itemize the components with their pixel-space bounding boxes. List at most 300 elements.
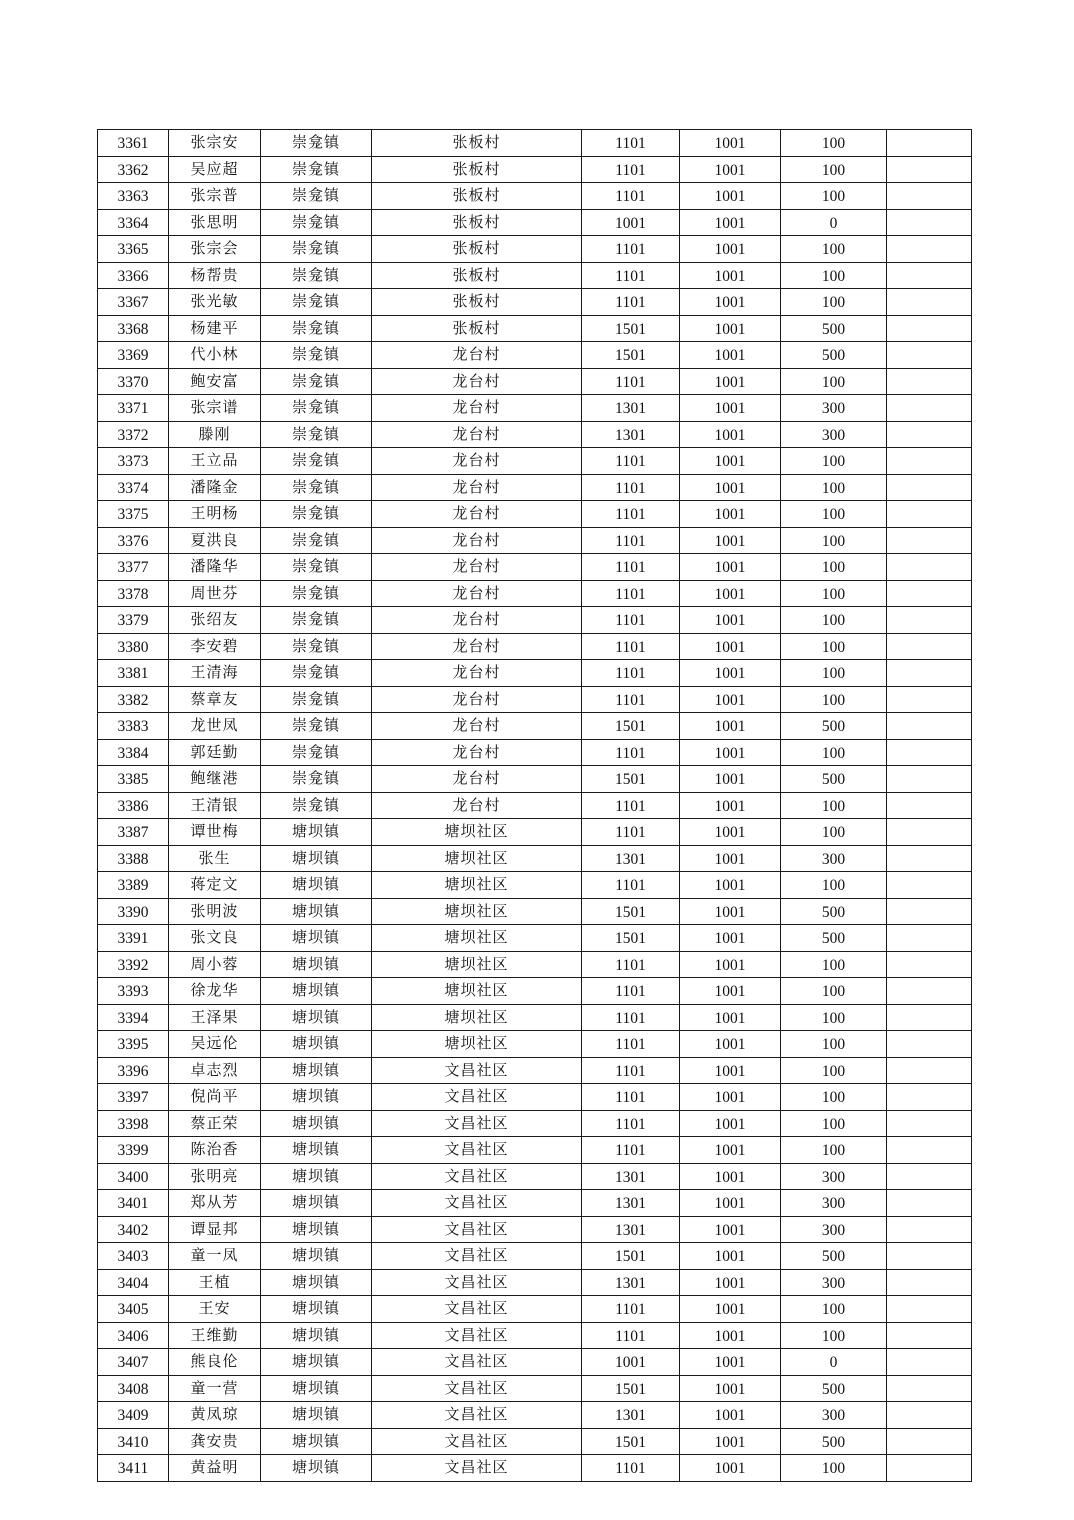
table-row: [98, 951, 972, 978]
amount-cell: 100: [781, 660, 887, 687]
table-row: [98, 501, 972, 528]
table-row: [98, 1137, 972, 1164]
village-cell: 文昌社区: [372, 1322, 582, 1349]
town-cell: 塘坝镇: [261, 1402, 372, 1429]
remark-cell: [887, 236, 972, 263]
village-cell: 文昌社区: [372, 1269, 582, 1296]
table-row: [98, 474, 972, 501]
village-cell: 文昌社区: [372, 1110, 582, 1137]
amount-cell: 300: [781, 421, 887, 448]
code-b-cell: 1001: [680, 660, 781, 687]
remark-cell: [887, 289, 972, 316]
row-number-cell: 3364: [98, 209, 169, 236]
amount-cell: 300: [781, 1163, 887, 1190]
code-a-cell: 1501: [582, 925, 680, 952]
name-cell: 王清海: [169, 660, 261, 687]
name-cell: 张宗谱: [169, 395, 261, 422]
code-b-cell: 1001: [680, 1375, 781, 1402]
remark-cell: [887, 1031, 972, 1058]
town-cell: 塘坝镇: [261, 1057, 372, 1084]
name-cell: 谭世梅: [169, 819, 261, 846]
name-cell: 张文良: [169, 925, 261, 952]
code-b-cell: 1001: [680, 315, 781, 342]
table-row: [98, 1031, 972, 1058]
village-cell: 张板村: [372, 130, 582, 157]
town-cell: 崇龛镇: [261, 368, 372, 395]
name-cell: 郭廷勤: [169, 739, 261, 766]
code-a-cell: 1101: [582, 1110, 680, 1137]
code-b-cell: 1001: [680, 342, 781, 369]
name-cell: 张绍友: [169, 607, 261, 634]
name-cell: 张光敏: [169, 289, 261, 316]
town-cell: 塘坝镇: [261, 1455, 372, 1482]
table-row: [98, 845, 972, 872]
amount-cell: 100: [781, 130, 887, 157]
name-cell: 童一营: [169, 1375, 261, 1402]
code-a-cell: 1101: [582, 819, 680, 846]
code-b-cell: 1001: [680, 1004, 781, 1031]
row-number-cell: 3396: [98, 1057, 169, 1084]
town-cell: 塘坝镇: [261, 819, 372, 846]
code-b-cell: 1001: [680, 368, 781, 395]
remark-cell: [887, 1163, 972, 1190]
row-number-cell: 3386: [98, 792, 169, 819]
remark-cell: [887, 633, 972, 660]
table-row: [98, 1190, 972, 1217]
code-b-cell: 1001: [680, 792, 781, 819]
town-cell: 崇龛镇: [261, 209, 372, 236]
code-a-cell: 1501: [582, 1243, 680, 1270]
town-cell: 崇龛镇: [261, 766, 372, 793]
table-row: [98, 766, 972, 793]
code-b-cell: 1001: [680, 633, 781, 660]
village-cell: 龙台村: [372, 527, 582, 554]
amount-cell: 500: [781, 898, 887, 925]
name-cell: 张宗安: [169, 130, 261, 157]
town-cell: 崇龛镇: [261, 421, 372, 448]
town-cell: 崇龛镇: [261, 289, 372, 316]
code-b-cell: 1001: [680, 183, 781, 210]
remark-cell: [887, 554, 972, 581]
town-cell: 塘坝镇: [261, 898, 372, 925]
town-cell: 崇龛镇: [261, 130, 372, 157]
remark-cell: [887, 1428, 972, 1455]
village-cell: 塘坝社区: [372, 1004, 582, 1031]
code-a-cell: 1101: [582, 183, 680, 210]
amount-cell: 100: [781, 1455, 887, 1482]
village-cell: 文昌社区: [372, 1216, 582, 1243]
code-b-cell: 1001: [680, 1110, 781, 1137]
amount-cell: 100: [781, 951, 887, 978]
row-number-cell: 3387: [98, 819, 169, 846]
table-row: [98, 739, 972, 766]
remark-cell: [887, 925, 972, 952]
town-cell: 崇龛镇: [261, 527, 372, 554]
code-b-cell: 1001: [680, 1084, 781, 1111]
village-cell: 塘坝社区: [372, 898, 582, 925]
name-cell: 杨建平: [169, 315, 261, 342]
row-number-cell: 3392: [98, 951, 169, 978]
code-b-cell: 1001: [680, 898, 781, 925]
amount-cell: 100: [781, 262, 887, 289]
table-row: [98, 1243, 972, 1270]
name-cell: 倪尚平: [169, 1084, 261, 1111]
code-a-cell: 1501: [582, 713, 680, 740]
row-number-cell: 3406: [98, 1322, 169, 1349]
town-cell: 塘坝镇: [261, 1216, 372, 1243]
code-a-cell: 1101: [582, 474, 680, 501]
table-row: [98, 978, 972, 1005]
town-cell: 崇龛镇: [261, 660, 372, 687]
code-b-cell: 1001: [680, 395, 781, 422]
table-row: [98, 1216, 972, 1243]
table-row: [98, 1296, 972, 1323]
village-cell: 文昌社区: [372, 1057, 582, 1084]
remark-cell: [887, 1057, 972, 1084]
table-row: [98, 713, 972, 740]
name-cell: 滕刚: [169, 421, 261, 448]
remark-cell: [887, 1375, 972, 1402]
code-a-cell: 1101: [582, 236, 680, 263]
row-number-cell: 3400: [98, 1163, 169, 1190]
village-cell: 龙台村: [372, 342, 582, 369]
code-a-cell: 1101: [582, 686, 680, 713]
data-table: [97, 129, 972, 1482]
row-number-cell: 3402: [98, 1216, 169, 1243]
code-a-cell: 1101: [582, 1322, 680, 1349]
document-table-container: [97, 129, 972, 1482]
row-number-cell: 3378: [98, 580, 169, 607]
town-cell: 塘坝镇: [261, 1031, 372, 1058]
remark-cell: [887, 209, 972, 236]
code-a-cell: 1101: [582, 951, 680, 978]
village-cell: 龙台村: [372, 713, 582, 740]
code-b-cell: 1001: [680, 1402, 781, 1429]
code-b-cell: 1001: [680, 713, 781, 740]
town-cell: 崇龛镇: [261, 580, 372, 607]
row-number-cell: 3380: [98, 633, 169, 660]
row-number-cell: 3389: [98, 872, 169, 899]
town-cell: 塘坝镇: [261, 1349, 372, 1376]
town-cell: 塘坝镇: [261, 1137, 372, 1164]
row-number-cell: 3374: [98, 474, 169, 501]
code-a-cell: 1101: [582, 607, 680, 634]
code-b-cell: 1001: [680, 766, 781, 793]
village-cell: 龙台村: [372, 501, 582, 528]
row-number-cell: 3362: [98, 156, 169, 183]
amount-cell: 500: [781, 713, 887, 740]
name-cell: 代小林: [169, 342, 261, 369]
town-cell: 塘坝镇: [261, 1296, 372, 1323]
town-cell: 塘坝镇: [261, 872, 372, 899]
village-cell: 张板村: [372, 315, 582, 342]
code-b-cell: 1001: [680, 474, 781, 501]
name-cell: 王立品: [169, 448, 261, 475]
name-cell: 王泽果: [169, 1004, 261, 1031]
table-row: [98, 183, 972, 210]
code-b-cell: 1001: [680, 1216, 781, 1243]
town-cell: 塘坝镇: [261, 1243, 372, 1270]
row-number-cell: 3398: [98, 1110, 169, 1137]
row-number-cell: 3371: [98, 395, 169, 422]
name-cell: 王安: [169, 1296, 261, 1323]
remark-cell: [887, 474, 972, 501]
amount-cell: 100: [781, 1004, 887, 1031]
code-b-cell: 1001: [680, 130, 781, 157]
code-a-cell: 1101: [582, 580, 680, 607]
amount-cell: 100: [781, 1031, 887, 1058]
remark-cell: [887, 766, 972, 793]
name-cell: 周世芬: [169, 580, 261, 607]
amount-cell: 500: [781, 1428, 887, 1455]
name-cell: 吴远伦: [169, 1031, 261, 1058]
town-cell: 崇龛镇: [261, 686, 372, 713]
table-row: [98, 554, 972, 581]
remark-cell: [887, 527, 972, 554]
remark-cell: [887, 368, 972, 395]
village-cell: 张板村: [372, 262, 582, 289]
village-cell: 文昌社区: [372, 1349, 582, 1376]
village-cell: 文昌社区: [372, 1428, 582, 1455]
code-b-cell: 1001: [680, 739, 781, 766]
code-b-cell: 1001: [680, 501, 781, 528]
code-a-cell: 1301: [582, 1190, 680, 1217]
remark-cell: [887, 1455, 972, 1482]
remark-cell: [887, 1004, 972, 1031]
remark-cell: [887, 1216, 972, 1243]
name-cell: 王维勤: [169, 1322, 261, 1349]
remark-cell: [887, 1084, 972, 1111]
name-cell: 张宗普: [169, 183, 261, 210]
row-number-cell: 3369: [98, 342, 169, 369]
amount-cell: 100: [781, 739, 887, 766]
code-a-cell: 1101: [582, 448, 680, 475]
table-row: [98, 1349, 972, 1376]
remark-cell: [887, 872, 972, 899]
remark-cell: [887, 342, 972, 369]
row-number-cell: 3390: [98, 898, 169, 925]
town-cell: 崇龛镇: [261, 607, 372, 634]
remark-cell: [887, 819, 972, 846]
town-cell: 塘坝镇: [261, 925, 372, 952]
name-cell: 徐龙华: [169, 978, 261, 1005]
town-cell: 崇龛镇: [261, 315, 372, 342]
remark-cell: [887, 448, 972, 475]
name-cell: 周小蓉: [169, 951, 261, 978]
code-a-cell: 1101: [582, 1296, 680, 1323]
town-cell: 塘坝镇: [261, 1084, 372, 1111]
row-number-cell: 3411: [98, 1455, 169, 1482]
code-a-cell: 1101: [582, 792, 680, 819]
table-row: [98, 315, 972, 342]
code-b-cell: 1001: [680, 1137, 781, 1164]
name-cell: 蒋定文: [169, 872, 261, 899]
remark-cell: [887, 1243, 972, 1270]
row-number-cell: 3404: [98, 1269, 169, 1296]
code-b-cell: 1001: [680, 554, 781, 581]
village-cell: 塘坝社区: [372, 1031, 582, 1058]
amount-cell: 300: [781, 1269, 887, 1296]
village-cell: 张板村: [372, 183, 582, 210]
amount-cell: 100: [781, 978, 887, 1005]
amount-cell: 100: [781, 183, 887, 210]
code-a-cell: 1101: [582, 289, 680, 316]
table-row: [98, 1269, 972, 1296]
code-a-cell: 1001: [582, 1349, 680, 1376]
table-row: [98, 262, 972, 289]
town-cell: 塘坝镇: [261, 1110, 372, 1137]
table-row: [98, 1004, 972, 1031]
remark-cell: [887, 130, 972, 157]
row-number-cell: 3395: [98, 1031, 169, 1058]
name-cell: 潘隆华: [169, 554, 261, 581]
village-cell: 张板村: [372, 209, 582, 236]
village-cell: 文昌社区: [372, 1455, 582, 1482]
remark-cell: [887, 951, 972, 978]
village-cell: 文昌社区: [372, 1402, 582, 1429]
remark-cell: [887, 739, 972, 766]
code-b-cell: 1001: [680, 262, 781, 289]
village-cell: 龙台村: [372, 766, 582, 793]
town-cell: 崇龛镇: [261, 792, 372, 819]
amount-cell: 100: [781, 474, 887, 501]
row-number-cell: 3377: [98, 554, 169, 581]
amount-cell: 500: [781, 1375, 887, 1402]
code-b-cell: 1001: [680, 156, 781, 183]
village-cell: 龙台村: [372, 607, 582, 634]
table-row: [98, 342, 972, 369]
amount-cell: 100: [781, 1322, 887, 1349]
name-cell: 卓志烈: [169, 1057, 261, 1084]
town-cell: 崇龛镇: [261, 501, 372, 528]
remark-cell: [887, 1296, 972, 1323]
row-number-cell: 3385: [98, 766, 169, 793]
table-row: [98, 1110, 972, 1137]
table-row: [98, 368, 972, 395]
row-number-cell: 3367: [98, 289, 169, 316]
row-number-cell: 3381: [98, 660, 169, 687]
village-cell: 龙台村: [372, 474, 582, 501]
remark-cell: [887, 1349, 972, 1376]
town-cell: 塘坝镇: [261, 1322, 372, 1349]
row-number-cell: 3401: [98, 1190, 169, 1217]
code-a-cell: 1301: [582, 395, 680, 422]
amount-cell: 100: [781, 819, 887, 846]
row-number-cell: 3399: [98, 1137, 169, 1164]
name-cell: 郑从芳: [169, 1190, 261, 1217]
remark-cell: [887, 607, 972, 634]
code-b-cell: 1001: [680, 607, 781, 634]
code-a-cell: 1101: [582, 739, 680, 766]
code-a-cell: 1101: [582, 501, 680, 528]
code-a-cell: 1501: [582, 342, 680, 369]
row-number-cell: 3361: [98, 130, 169, 157]
code-b-cell: 1001: [680, 1031, 781, 1058]
village-cell: 龙台村: [372, 660, 582, 687]
amount-cell: 300: [781, 845, 887, 872]
row-number-cell: 3407: [98, 1349, 169, 1376]
town-cell: 崇龛镇: [261, 183, 372, 210]
town-cell: 崇龛镇: [261, 236, 372, 263]
village-cell: 龙台村: [372, 792, 582, 819]
village-cell: 张板村: [372, 156, 582, 183]
name-cell: 陈治香: [169, 1137, 261, 1164]
table-row: [98, 633, 972, 660]
code-a-cell: 1301: [582, 1163, 680, 1190]
village-cell: 龙台村: [372, 580, 582, 607]
row-number-cell: 3372: [98, 421, 169, 448]
code-a-cell: 1101: [582, 368, 680, 395]
town-cell: 崇龛镇: [261, 448, 372, 475]
name-cell: 龚安贵: [169, 1428, 261, 1455]
town-cell: 塘坝镇: [261, 951, 372, 978]
remark-cell: [887, 1402, 972, 1429]
town-cell: 崇龛镇: [261, 156, 372, 183]
code-b-cell: 1001: [680, 527, 781, 554]
code-b-cell: 1001: [680, 1057, 781, 1084]
row-number-cell: 3394: [98, 1004, 169, 1031]
remark-cell: [887, 183, 972, 210]
code-b-cell: 1001: [680, 1243, 781, 1270]
code-b-cell: 1001: [680, 978, 781, 1005]
table-row: [98, 130, 972, 157]
amount-cell: 100: [781, 501, 887, 528]
table-row: [98, 1163, 972, 1190]
amount-cell: 100: [781, 368, 887, 395]
code-a-cell: 1501: [582, 766, 680, 793]
remark-cell: [887, 845, 972, 872]
amount-cell: 100: [781, 607, 887, 634]
village-cell: 塘坝社区: [372, 845, 582, 872]
code-b-cell: 1001: [680, 448, 781, 475]
row-number-cell: 3365: [98, 236, 169, 263]
table-row: [98, 686, 972, 713]
row-number-cell: 3408: [98, 1375, 169, 1402]
amount-cell: 300: [781, 1190, 887, 1217]
name-cell: 王清银: [169, 792, 261, 819]
name-cell: 王植: [169, 1269, 261, 1296]
code-b-cell: 1001: [680, 951, 781, 978]
row-number-cell: 3383: [98, 713, 169, 740]
amount-cell: 500: [781, 1243, 887, 1270]
name-cell: 杨帮贵: [169, 262, 261, 289]
table-row: [98, 448, 972, 475]
table-row: [98, 660, 972, 687]
row-number-cell: 3382: [98, 686, 169, 713]
amount-cell: 100: [781, 1296, 887, 1323]
name-cell: 黄益明: [169, 1455, 261, 1482]
village-cell: 文昌社区: [372, 1375, 582, 1402]
code-b-cell: 1001: [680, 1269, 781, 1296]
row-number-cell: 3384: [98, 739, 169, 766]
code-a-cell: 1301: [582, 1269, 680, 1296]
remark-cell: [887, 395, 972, 422]
code-a-cell: 1101: [582, 633, 680, 660]
remark-cell: [887, 1137, 972, 1164]
town-cell: 崇龛镇: [261, 633, 372, 660]
code-a-cell: 1101: [582, 1455, 680, 1482]
table-row: [98, 289, 972, 316]
remark-cell: [887, 792, 972, 819]
code-a-cell: 1301: [582, 421, 680, 448]
village-cell: 塘坝社区: [372, 951, 582, 978]
amount-cell: 100: [781, 236, 887, 263]
village-cell: 龙台村: [372, 633, 582, 660]
code-b-cell: 1001: [680, 1163, 781, 1190]
table-row: [98, 1428, 972, 1455]
code-b-cell: 1001: [680, 580, 781, 607]
code-a-cell: 1301: [582, 1216, 680, 1243]
